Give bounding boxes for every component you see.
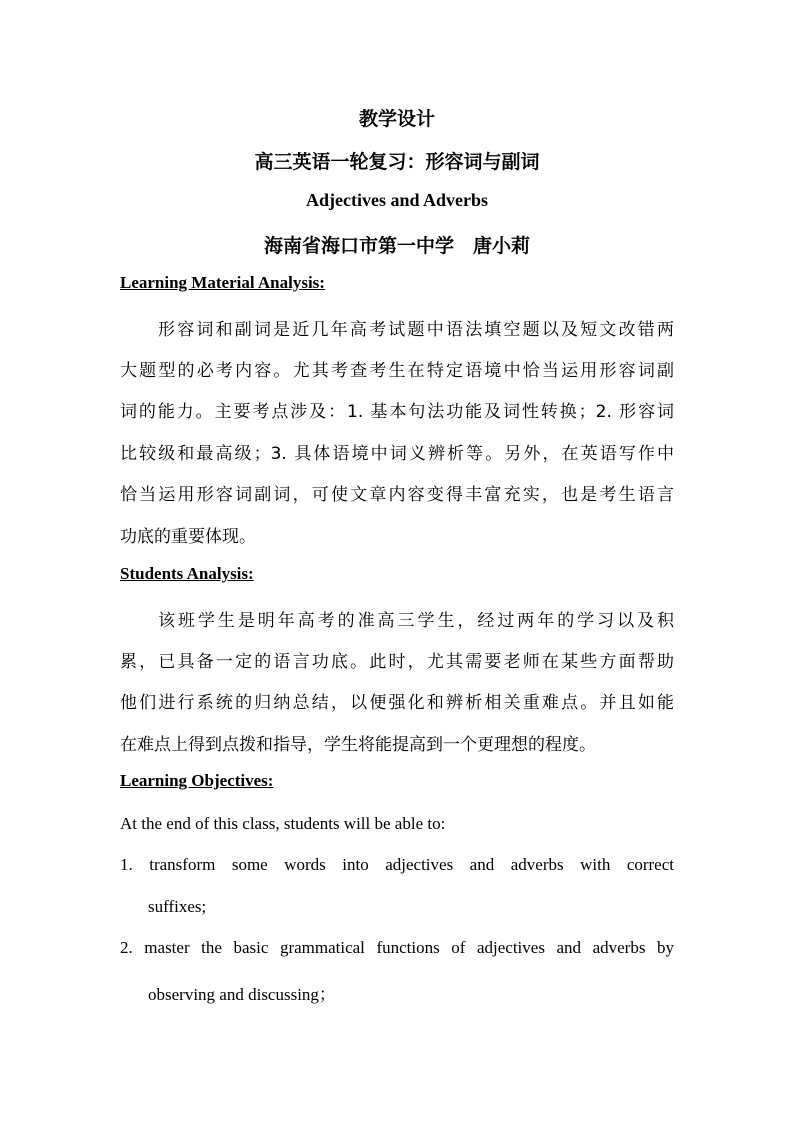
objective-item-2: 2. master the basic grammatical functions of adjectives and adverbs by xyxy=(120,938,674,957)
objectives-intro: At the end of this class, students will be able to: xyxy=(120,814,446,833)
students-analysis-heading: Students Analysis: xyxy=(120,564,254,583)
objective-item-1-continued: suffixes; xyxy=(148,897,207,916)
students-line: 累，已具备一定的语言功底。此时，尤其需要老师在某些方面帮助 xyxy=(120,652,674,671)
material-line: 形容词和副词是近几年高考试题中语法填空题以及短文改错两 xyxy=(158,320,674,339)
document-type-title: 教学设计 xyxy=(358,109,435,130)
material-line: 词的能力。主要考点涉及：1. 基本句法功能及词性转换；2. 形容词 xyxy=(120,402,674,421)
students-line: 他们进行系统的归纳总结，以便强化和辨析相关重难点。并且如能 xyxy=(120,693,674,712)
objective-item-1: 1. transform some words into adjectives and adverbs with correct xyxy=(120,855,674,874)
material-line: 比较级和最高级；3. 具体语境中词义辨析等。另外，在英语写作中 xyxy=(120,444,674,463)
material-line: 大题型的必考内容。尤其考查考生在特定语境中恰当运用形容词副 xyxy=(120,361,674,380)
students-line: 在难点上得到点拨和指导，学生将能提高到一个更理想的程度。 xyxy=(120,735,596,755)
lesson-title: 高三英语一轮复习：形容词与副词 xyxy=(254,152,540,173)
material-line: 恰当运用形容词副词，可使文章内容变得丰富充实，也是考生语言 xyxy=(120,485,674,504)
lesson-english-title: Adjectives and Adverbs xyxy=(305,190,488,210)
author-line: 海南省海口市第一中学 唐小莉 xyxy=(263,236,530,257)
learning-objectives-heading: Learning Objectives: xyxy=(120,771,274,790)
material-analysis-heading: Learning Material Analysis: xyxy=(120,273,325,292)
material-line: 功底的重要体现。 xyxy=(120,527,256,547)
students-line: 该班学生是明年高考的准高三学生，经过两年的学习以及积 xyxy=(158,611,674,630)
objective-item-2-continued: observing and discussing； xyxy=(148,985,336,1004)
